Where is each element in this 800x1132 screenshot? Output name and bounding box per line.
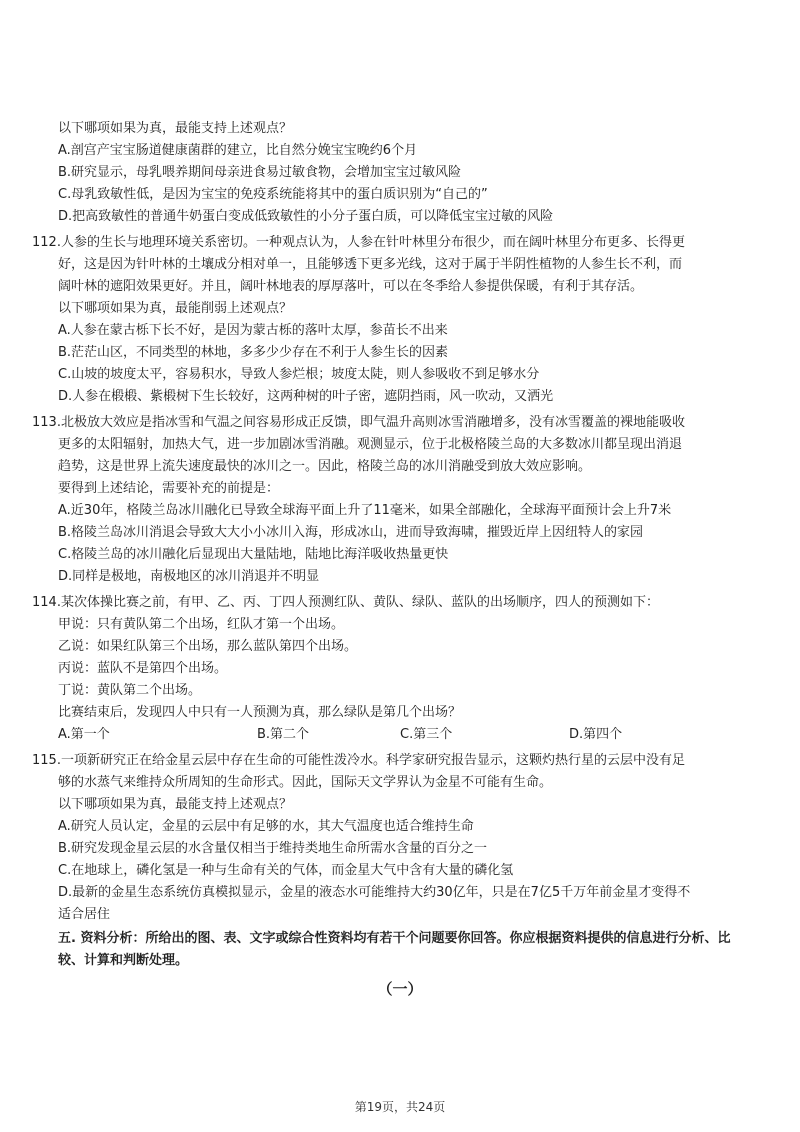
question-stem-line: 趋势，这是世界上流失速度最快的冰川之一。因此，格陵兰岛的冰川消融受到放大效应影响。 bbox=[58, 459, 592, 474]
question-113 bbox=[0, 412, 800, 588]
exam-page bbox=[0, 118, 800, 1000]
option-d-continuation: 适合居住 bbox=[58, 907, 111, 922]
question-prompt: 以下哪项如果为真，最能削弱上述观点？ bbox=[58, 301, 293, 316]
question-stem-line: 好，这是因为针叶林的土壤成分相对单一，且能够透下更多光线，这对于属于半阴性植物的人参生长不利，而 bbox=[58, 257, 683, 272]
options-row bbox=[0, 724, 800, 746]
option-d: D.最新的金星生态系统仿真模拟显示，金星的液态水可能维持大约30亿年，只是在7亿5千万年前金星才变得不 bbox=[58, 885, 691, 900]
question-stem-line: 114.某次体操比赛之前，有甲、乙、丙、丁四人预测红队、黄队、绿队、蓝队的出场顺序，四人的预测如下： bbox=[32, 595, 659, 610]
option-a: A.第一个 bbox=[58, 727, 110, 742]
option-c: C.第三个 bbox=[400, 727, 453, 742]
option-c: C.格陵兰岛的冰川融化后显现出大量陆地，陆地比海洋吸收热量更快 bbox=[58, 547, 449, 562]
question-stem-line: 113.北极放大效应是指冰雪和气温之间容易形成正反馈，即气温升高则冰雪消融增多，没有冰雪覆盖的裸地能吸收 bbox=[32, 415, 685, 430]
question-prompt: 比赛结束后，发现四人中只有一人预测为真，那么绿队是第几个出场？ bbox=[58, 705, 462, 720]
option-b: B.茫茫山区，不同类型的林地，多多少少存在不利于人参生长的因素 bbox=[58, 345, 449, 360]
question-111-tail bbox=[0, 118, 800, 228]
option-a: A.人参在蒙古栎下长不好，是因为蒙古栎的落叶太厚，参苗长不出来 bbox=[58, 323, 448, 338]
option-d: D.人参在椴椴、紫椴树下生长较好，这两种树的叶子密，遮阴挡雨，风一吹动，又洒光 bbox=[58, 389, 554, 404]
option-b: B.第二个 bbox=[257, 727, 310, 742]
option-d: D.把高致敏性的普通牛奶蛋白变成低致敏性的小分子蛋白质，可以降低宝宝过敏的风险 bbox=[58, 209, 554, 224]
option-c: C.在地球上，磷化氢是一种与生命有关的气体，而金星大气中含有大量的磷化氢 bbox=[58, 863, 514, 878]
question-stem-line: 阔叶林的遮阳效果更好。并且，阔叶林地表的厚厚落叶，可以在冬季给人参提供保暖，有利于其存活。 bbox=[58, 279, 644, 294]
question-stem-line: 115.一项新研究正在给金星云层中存在生命的可能性泼冷水。科学家研究报告显示，这颗灼热行星的云层中没有足 bbox=[32, 753, 685, 768]
question-114 bbox=[0, 592, 800, 746]
statement-bing: 丙说：蓝队不是第四个出场。 bbox=[58, 661, 228, 676]
option-a: A.近30年，格陵兰岛冰川融化已导致全球海平面上升了11毫米，如果全部融化，全球海平面预计会上升7米 bbox=[58, 503, 672, 518]
option-a: A.研究人员认定，金星的云层中有足够的水，其大气温度也适合维持生命 bbox=[58, 819, 474, 834]
option-b: B.研究显示，母乳喂养期间母亲进食易过敏食物，会增加宝宝过敏风险 bbox=[58, 165, 462, 180]
statement-jia: 甲说：只有黄队第二个出场，红队才第一个出场。 bbox=[58, 617, 345, 632]
statement-yi: 乙说：如果红队第三个出场，那么蓝队第四个出场。 bbox=[58, 639, 358, 654]
option-b: B.格陵兰岛冰川消退会导致大大小小冰川入海，形成冰山，进而导致海啸，摧毁近岸上因纽特人的家园 bbox=[58, 525, 644, 540]
part-label: （一） bbox=[377, 980, 423, 998]
question-115 bbox=[0, 750, 800, 926]
option-d: D.同样是极地，南极地区的冰川消退并不明显 bbox=[58, 569, 320, 584]
option-a: A.剖宫产宝宝肠道健康菌群的建立，比自然分娩宝宝晚约6个月 bbox=[58, 143, 418, 158]
section-5-heading: 五. 资料分析：所给出的图、表、文字或综合性资料均有若干个问题要你回答。你应根据资料提供的信息进行分析、比较、计算和判断处理。 bbox=[58, 931, 731, 968]
question-stem-line: 够的水蒸气来维持众所周知的生命形式。因此，国际天文学界认为金星不可能有生命。 bbox=[58, 775, 553, 790]
question-prompt: 以下哪项如果为真，最能支持上述观点？ bbox=[58, 121, 293, 136]
question-stem-line: 更多的太阳辐射，加热大气，进一步加剧冰雪消融。观测显示，位于北极格陵兰岛的大多数冰川都呈现出消退 bbox=[58, 437, 683, 452]
question-prompt: 要得到上述结论，需要补充的前提是： bbox=[58, 481, 280, 496]
page-footer: 第19页，共24页 bbox=[354, 1100, 446, 1114]
option-d: D.第四个 bbox=[569, 727, 623, 742]
question-stem-line: 112.人参的生长与地理环境关系密切。一种观点认为，人参在针叶林里分布很少，而在阔叶林里分布更多、长得更 bbox=[32, 235, 685, 250]
statement-ding: 丁说：黄队第二个出场。 bbox=[58, 683, 202, 698]
question-112 bbox=[0, 232, 800, 408]
option-c: C.母乳致敏性低，是因为宝宝的免疫系统能将其中的蛋白质识别为“自己的” bbox=[58, 187, 488, 202]
option-b: B.研究发现金星云层的水含量仅相当于维持类地生命所需水含量的百分之一 bbox=[58, 841, 488, 856]
option-c: C.山坡的坡度太平，容易积水，导致人参烂根；坡度太陡，则人参吸收不到足够水分 bbox=[58, 367, 540, 382]
question-prompt: 以下哪项如果为真，最能支持上述观点？ bbox=[58, 797, 293, 812]
